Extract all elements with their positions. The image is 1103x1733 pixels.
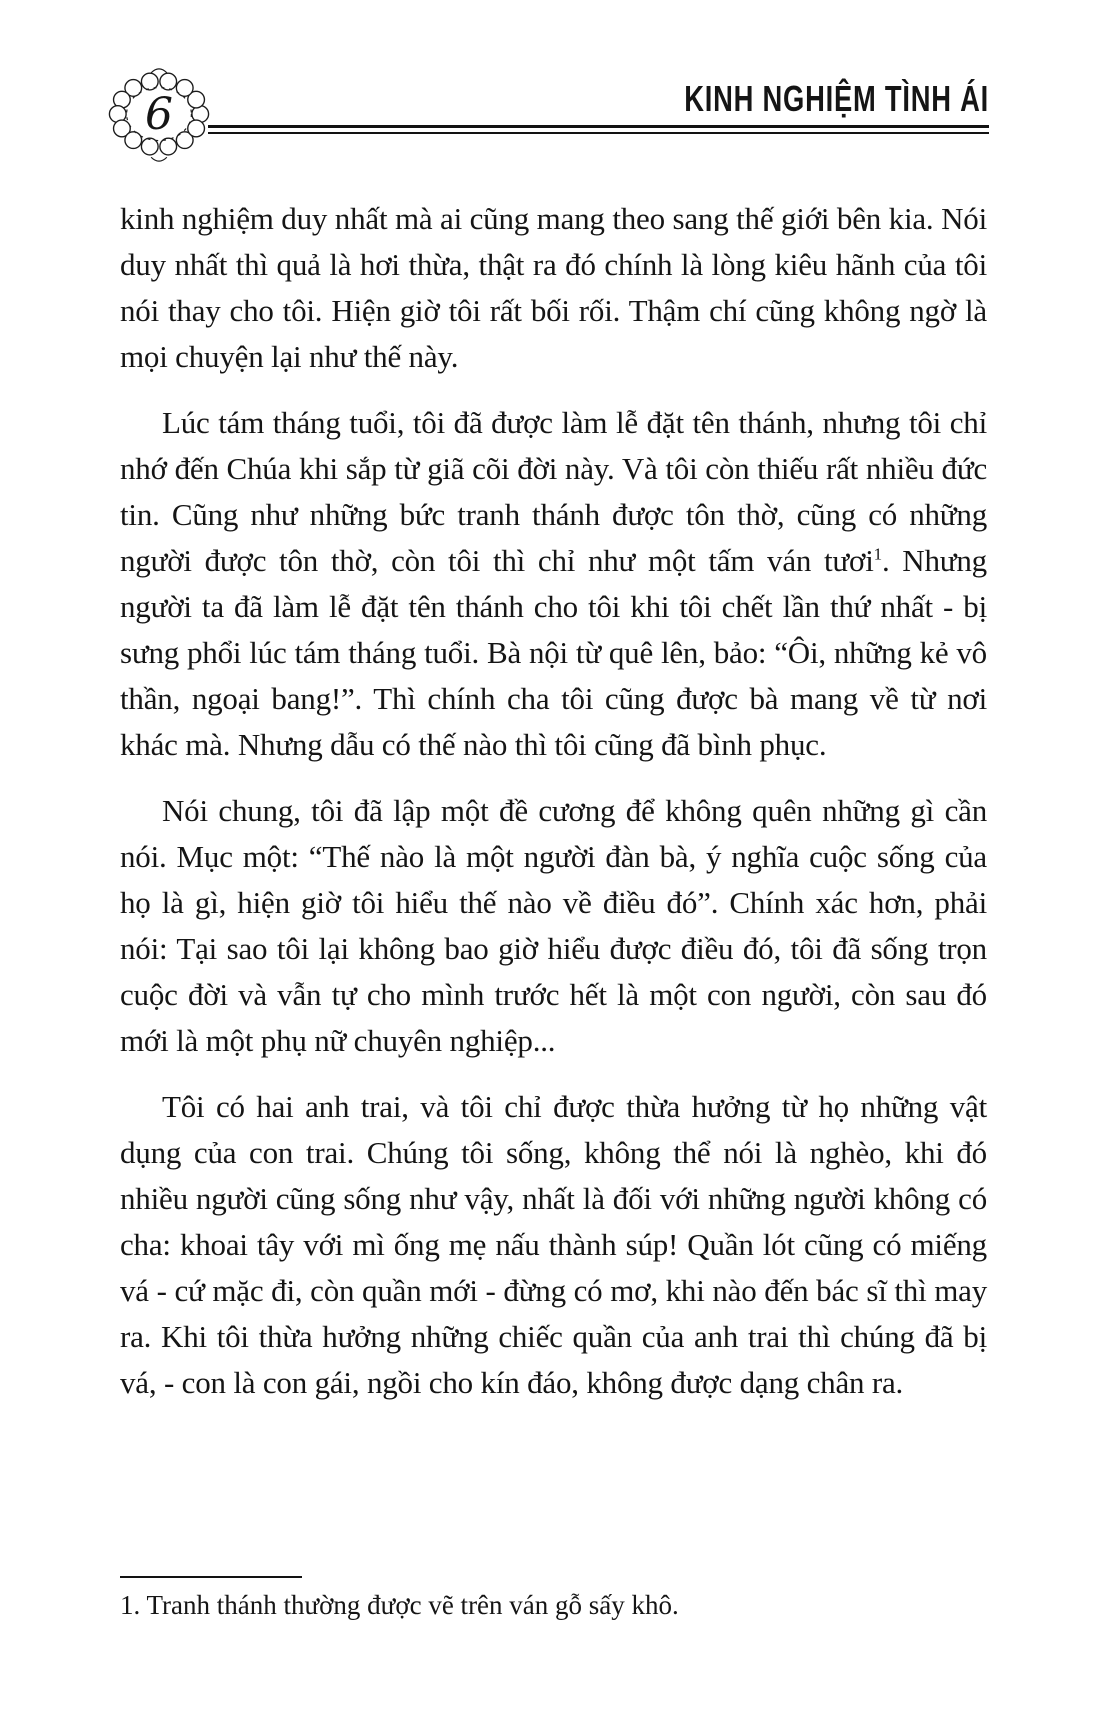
footnote: [120, 1588, 987, 1622]
body-text: [120, 196, 987, 1406]
paragraph-text: . Nhưng người ta đã làm lễ đặt tên thánh cho tôi khi tôi chết lần thứ nhất - bị sưng phổi lúc tám tháng tuổi. Bà nội từ quê lên, bảo: “Ôi, những kẻ vô thần, ngoại bang!”. Thì chính cha tôi cũng được bà mang về từ nơi khác mà. Nhưng dẫu có thế nào thì tôi cũng đã bình phục.: [120, 543, 987, 762]
paragraph: Nói chung, tôi đã lập một đề cương để không quên những gì cần nói. Mục một: “Thế nào là một người đàn bà, ý nghĩa cuộc sống của họ là gì, hiện giờ tôi hiểu thế nào về điều đó”. Chính xác hơn, phải nói: Tại sao tôi lại không bao giờ hiểu được điều đó, tôi đã sống trọn cuộc đời và vẫn tự cho mình trước hết là một con người, còn sau đó mới là một phụ nữ chuyên nghiệp...: [120, 793, 987, 1058]
page-number: 6: [145, 88, 173, 140]
footnote-text: Tranh thánh thường được vẽ trên ván gỗ sấy khô.: [146, 1590, 679, 1620]
paragraph: Tôi có hai anh trai, và tôi chỉ được thừa hưởng từ họ những vật dụng của con trai. Chúng tôi sống, không thể nói là nghèo, khi đó nhiều người cũng sống như vậy, nhất là đối với những người không có cha: khoai tây với mì ống mẹ nấu thành súp! Quần lót cũng có miếng vá - cứ mặc đi, còn quần mới - đừng có mơ, khi nào đến bác sĩ thì may ra. Khi tôi thừa hưởng những chiếc quần của anh trai thì chúng đã bị vá, - con là con gái, ngồi cho kín đáo, không được dạng chân ra.: [120, 1089, 987, 1400]
footnote-marker: 1: [873, 544, 882, 564]
running-title: [588, 78, 989, 120]
header-double-rule: [208, 125, 989, 134]
footnote-number: 1.: [120, 1590, 141, 1620]
paragraph: [120, 400, 987, 768]
footnote-rule: [120, 1576, 302, 1578]
page-number-ornament: [100, 62, 218, 170]
paragraph-text: Lúc tám tháng tuổi, tôi đã được làm lễ đặt tên thánh, nhưng tôi chỉ nhớ đến Chúa khi sắp từ giã cõi đời này. Và tôi còn thiếu rất nhiều đức tin. Cũng như những bức tranh thánh được tôn thờ, cũng có những người được tôn thờ, còn tôi thì chỉ như một tấm ván tươi: [120, 405, 987, 578]
footnote-section: [120, 1576, 987, 1622]
running-title-text: KINH NGHIỆM TÌNH ÁI: [684, 78, 989, 119]
paragraph: kinh nghiệm duy nhất mà ai cũng mang theo sang thế giới bên kia. Nói duy nhất thì quả là hơi thừa, thật ra đó chính là lòng kiêu hãnh của tôi nói thay cho tôi. Hiện giờ tôi rất bối rối. Thậm chí cũng không ngờ là mọi chuyện lại như thế này.: [120, 201, 987, 374]
